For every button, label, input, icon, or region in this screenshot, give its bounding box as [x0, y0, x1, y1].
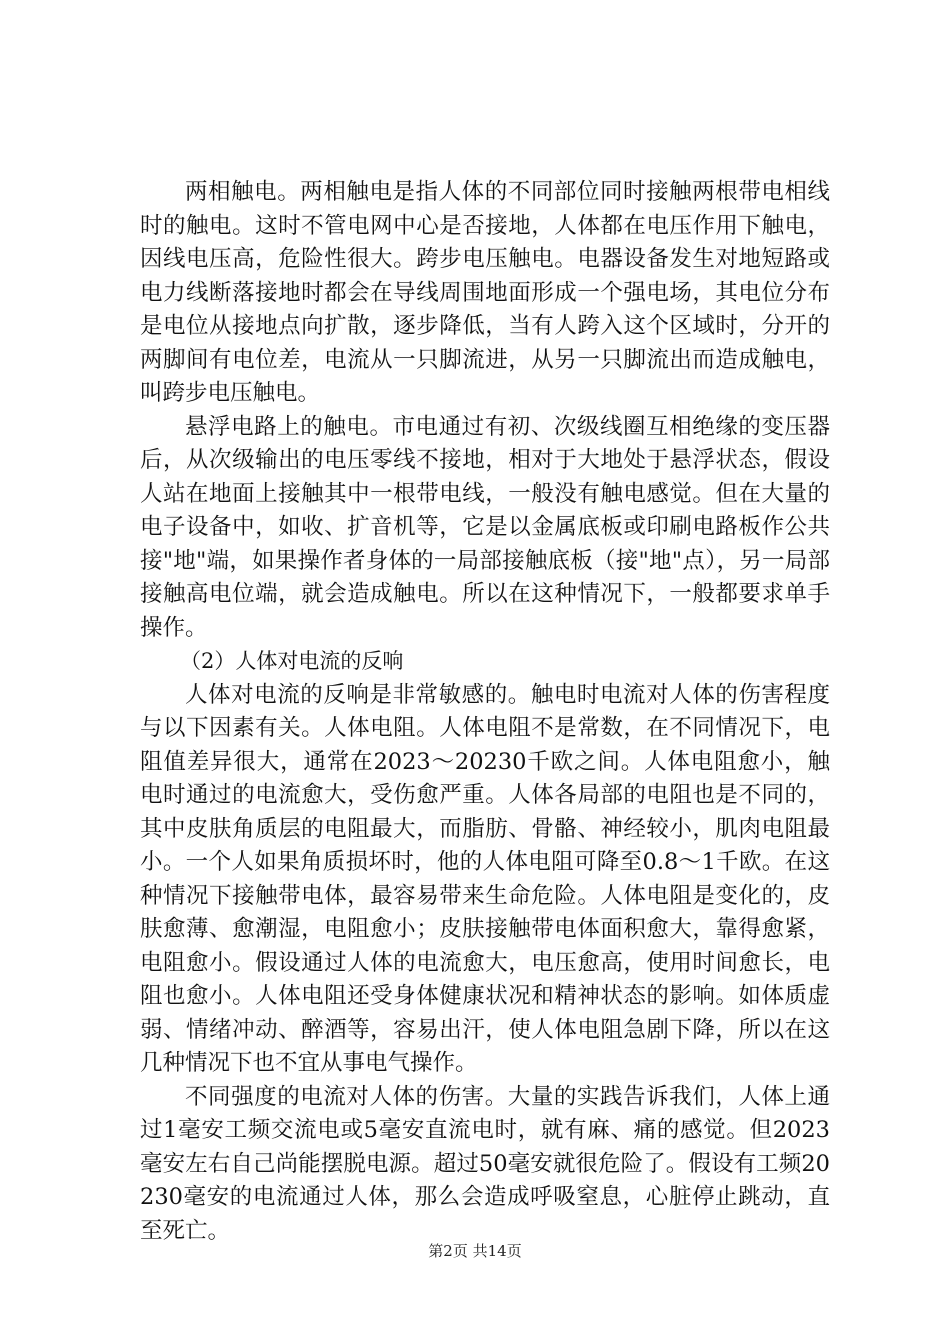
page-number-footer: 第2页 共14页 — [428, 1242, 522, 1260]
section-subheading: （2）人体对电流的反响 — [180, 649, 404, 673]
paragraph-body-resistance: 人体对电流的反响是非常敏感的。触电时电流对人体的伤害程度与以下因素有关。人体电阻。人体电阻不是常数，在不同情况下，电阻值差异很大，通常在2023～20230千欧之间。人体电阻愈小，触电时通过的电流愈大，受伤愈严重。人体各局部的电阻也是不同的，其中皮肤角质层的电阻最大，而脂肪、骨骼、神经较小，肌肉电阻最小。一个人如果角质损坏时，他的人体电阻可降至0.8～1千欧。在这种情况下接触带电体，最容易带来生命危险。人体电阻是变化的，皮肤愈薄、愈潮湿，电阻愈小；皮肤接触带电体面积愈大，靠得愈紧，电阻愈小。假设通过人体的电流愈大，电压愈高，使用时间愈长，电阻也愈小。人体电阻还受身体健康状况和精神状态的影响。如体质虚弱、情绪冲动、醉酒等，容易出汗，使人体电阻急剧下降，所以在这几种情况下也不宜从事电气操作。 — [140, 681, 830, 1076]
paragraph-floating-circuit-shock: 悬浮电路上的触电。市电通过有初、次级线圈互相绝缘的变压器后，从次级输出的电压零线不接地，相对于大地处于悬浮状态，假设人站在地面上接触其中一根带电线，一般没有触电感觉。但在大量的电子设备中，如收、扩音机等，它是以金属底板或印刷电路板作公共接"地"端，如果操作者身体的一局部接触底板（接"地"点），另一局部接触高电位端，就会造成触电。所以在这种情况下，一般都要求单手操作。 — [140, 413, 830, 641]
document-body — [140, 176, 830, 1248]
paragraph-current-strength: 不同强度的电流对人体的伤害。大量的实践告诉我们，人体上通过1毫安工频交流电或5毫安直流电时，就有麻、痛的感觉。但2023毫安左右自己尚能摆脱电源。超过50毫安就很危险了。假设有工频20230毫安的电流通过人体，那么会造成呼吸窒息，心脏停止跳动，直至死亡。 — [140, 1083, 830, 1244]
paragraph-two-phase-shock: 两相触电。两相触电是指人体的不同部位同时接触两根带电相线时的触电。这时不管电网中心是否接地，人体都在电压作用下触电，因线电压高，危险性很大。跨步电压触电。电器设备发生对地短路或电力线断落接地时都会在导线周围地面形成一个强电场，其电位分布是电位从接地点向扩散，逐步降低，当有人跨入这个区域时，分开的两脚间有电位差，电流从一只脚流进，从另一只脚流出而造成触电，叫跨步电压触电。 — [140, 179, 830, 406]
